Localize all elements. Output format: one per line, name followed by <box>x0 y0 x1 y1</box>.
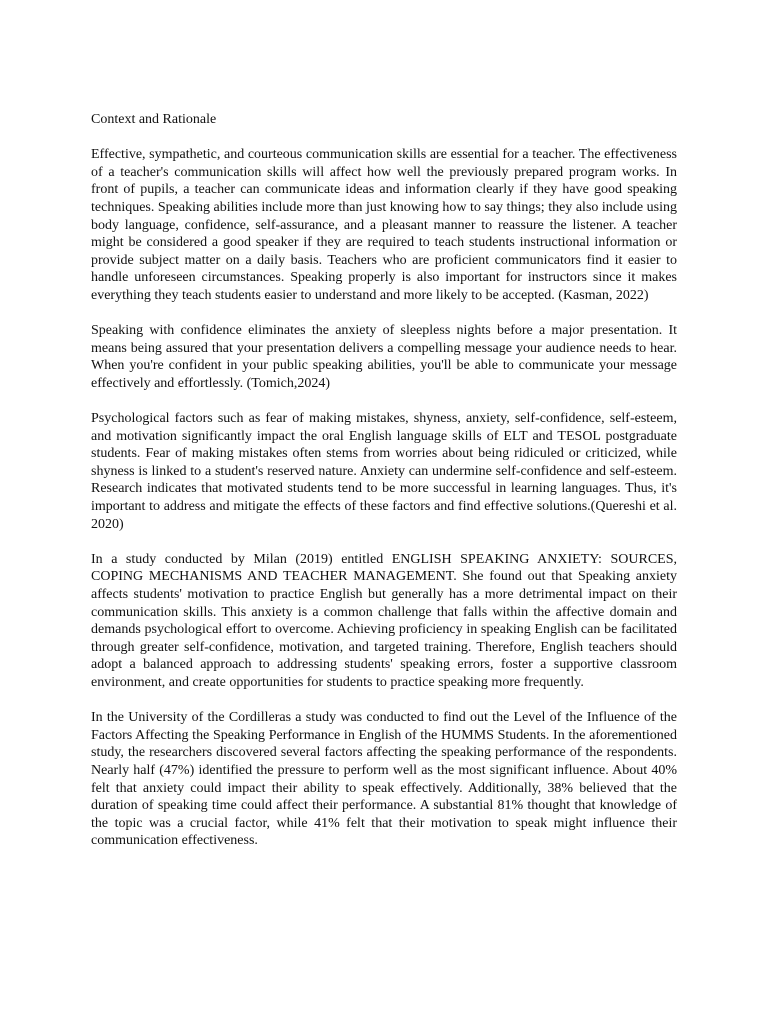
paragraph-2: Speaking with confidence eliminates the anxiety of sleepless nights before a major presentation. It means being assured that your presentation delivers a compelling message your audience needs to hear. When you're confident in your public speaking abilities, you'll be able to communicate your message effectively and effortlessly. (Tomich,2024) <box>91 323 677 391</box>
paragraph-1: Effective, sympathetic, and courteous communication skills are essential for a teacher. The effectiveness of a teacher's communication skills will affect how well the previously prepared program works. In front of pupils, a teacher can communicate ideas and information clearly if they have good speaking techniques. Speaking abilities include more than just knowing how to say things; they also include using body language, confidence, self-assurance, and a pleasant manner to reassure the listener. A teacher might be considered a good speaker if they are required to teach students instructional information or provide subject matter on a daily basis. Teachers who are proficient communicators find it easier to handle unforeseen circumstances. Speaking properly is also important for instructors since it makes everything they teach students easier to understand and more likely to be accepted. (Kasman, 2022) <box>91 147 677 303</box>
paragraph-3: Psychological factors such as fear of making mistakes, shyness, anxiety, self-confidence, self-esteem, and motivation significantly impact the oral English language skills of ELT and TESOL postgraduate students. Fear of making mistakes often stems from worries about being ridiculed or criticized, while shyness is linked to a student's reserved nature. Anxiety can undermine self-confidence and self-esteem. Research indicates that motivated students tend to be more successful in learning languages. Thus, it's important to address and mitigate the effects of these factors and find effective solutions.(Quereshi et al. 2020) <box>91 411 677 532</box>
document-page <box>91 111 677 1011</box>
paragraph-4: In a study conducted by Milan (2019) entitled ENGLISH SPEAKING ANXIETY: SOURCES, COPING MECHANISMS AND TEACHER MANAGEMENT. She found out that Speaking anxiety affects students' motivation to practice English but generally has a more detrimental impact on their communication skills. This anxiety is a common challenge that falls within the affective domain and demands psychological effort to overcome. Achieving proficiency in speaking English can be facilitated through greater self-confidence, motivation, and targeted training. Therefore, English teachers should adopt a balanced approach to addressing students' speaking errors, foster a supportive classroom environment, and create opportunities for students to practice speaking more frequently. <box>91 551 677 690</box>
section-heading: Context and Rationale <box>91 112 217 127</box>
paragraph-5: In the University of the Cordilleras a study was conducted to find out the Level of the Influence of the Factors Affecting the Speaking Performance in English of the HUMMS Students. In the aforementioned study, the researchers discovered several factors affecting the speaking performance of the respondents. Nearly half (47%) identified the pressure to perform well as the most significant influence. About 40% felt that anxiety could impact their ability to speak effectively. Additionally, 38% believed that the duration of speaking time could affect their performance. A substantial 81% thought that knowledge of the topic was a crucial factor, while 41% felt that their motivation to speak might influence their communication effectiveness. <box>91 710 677 849</box>
